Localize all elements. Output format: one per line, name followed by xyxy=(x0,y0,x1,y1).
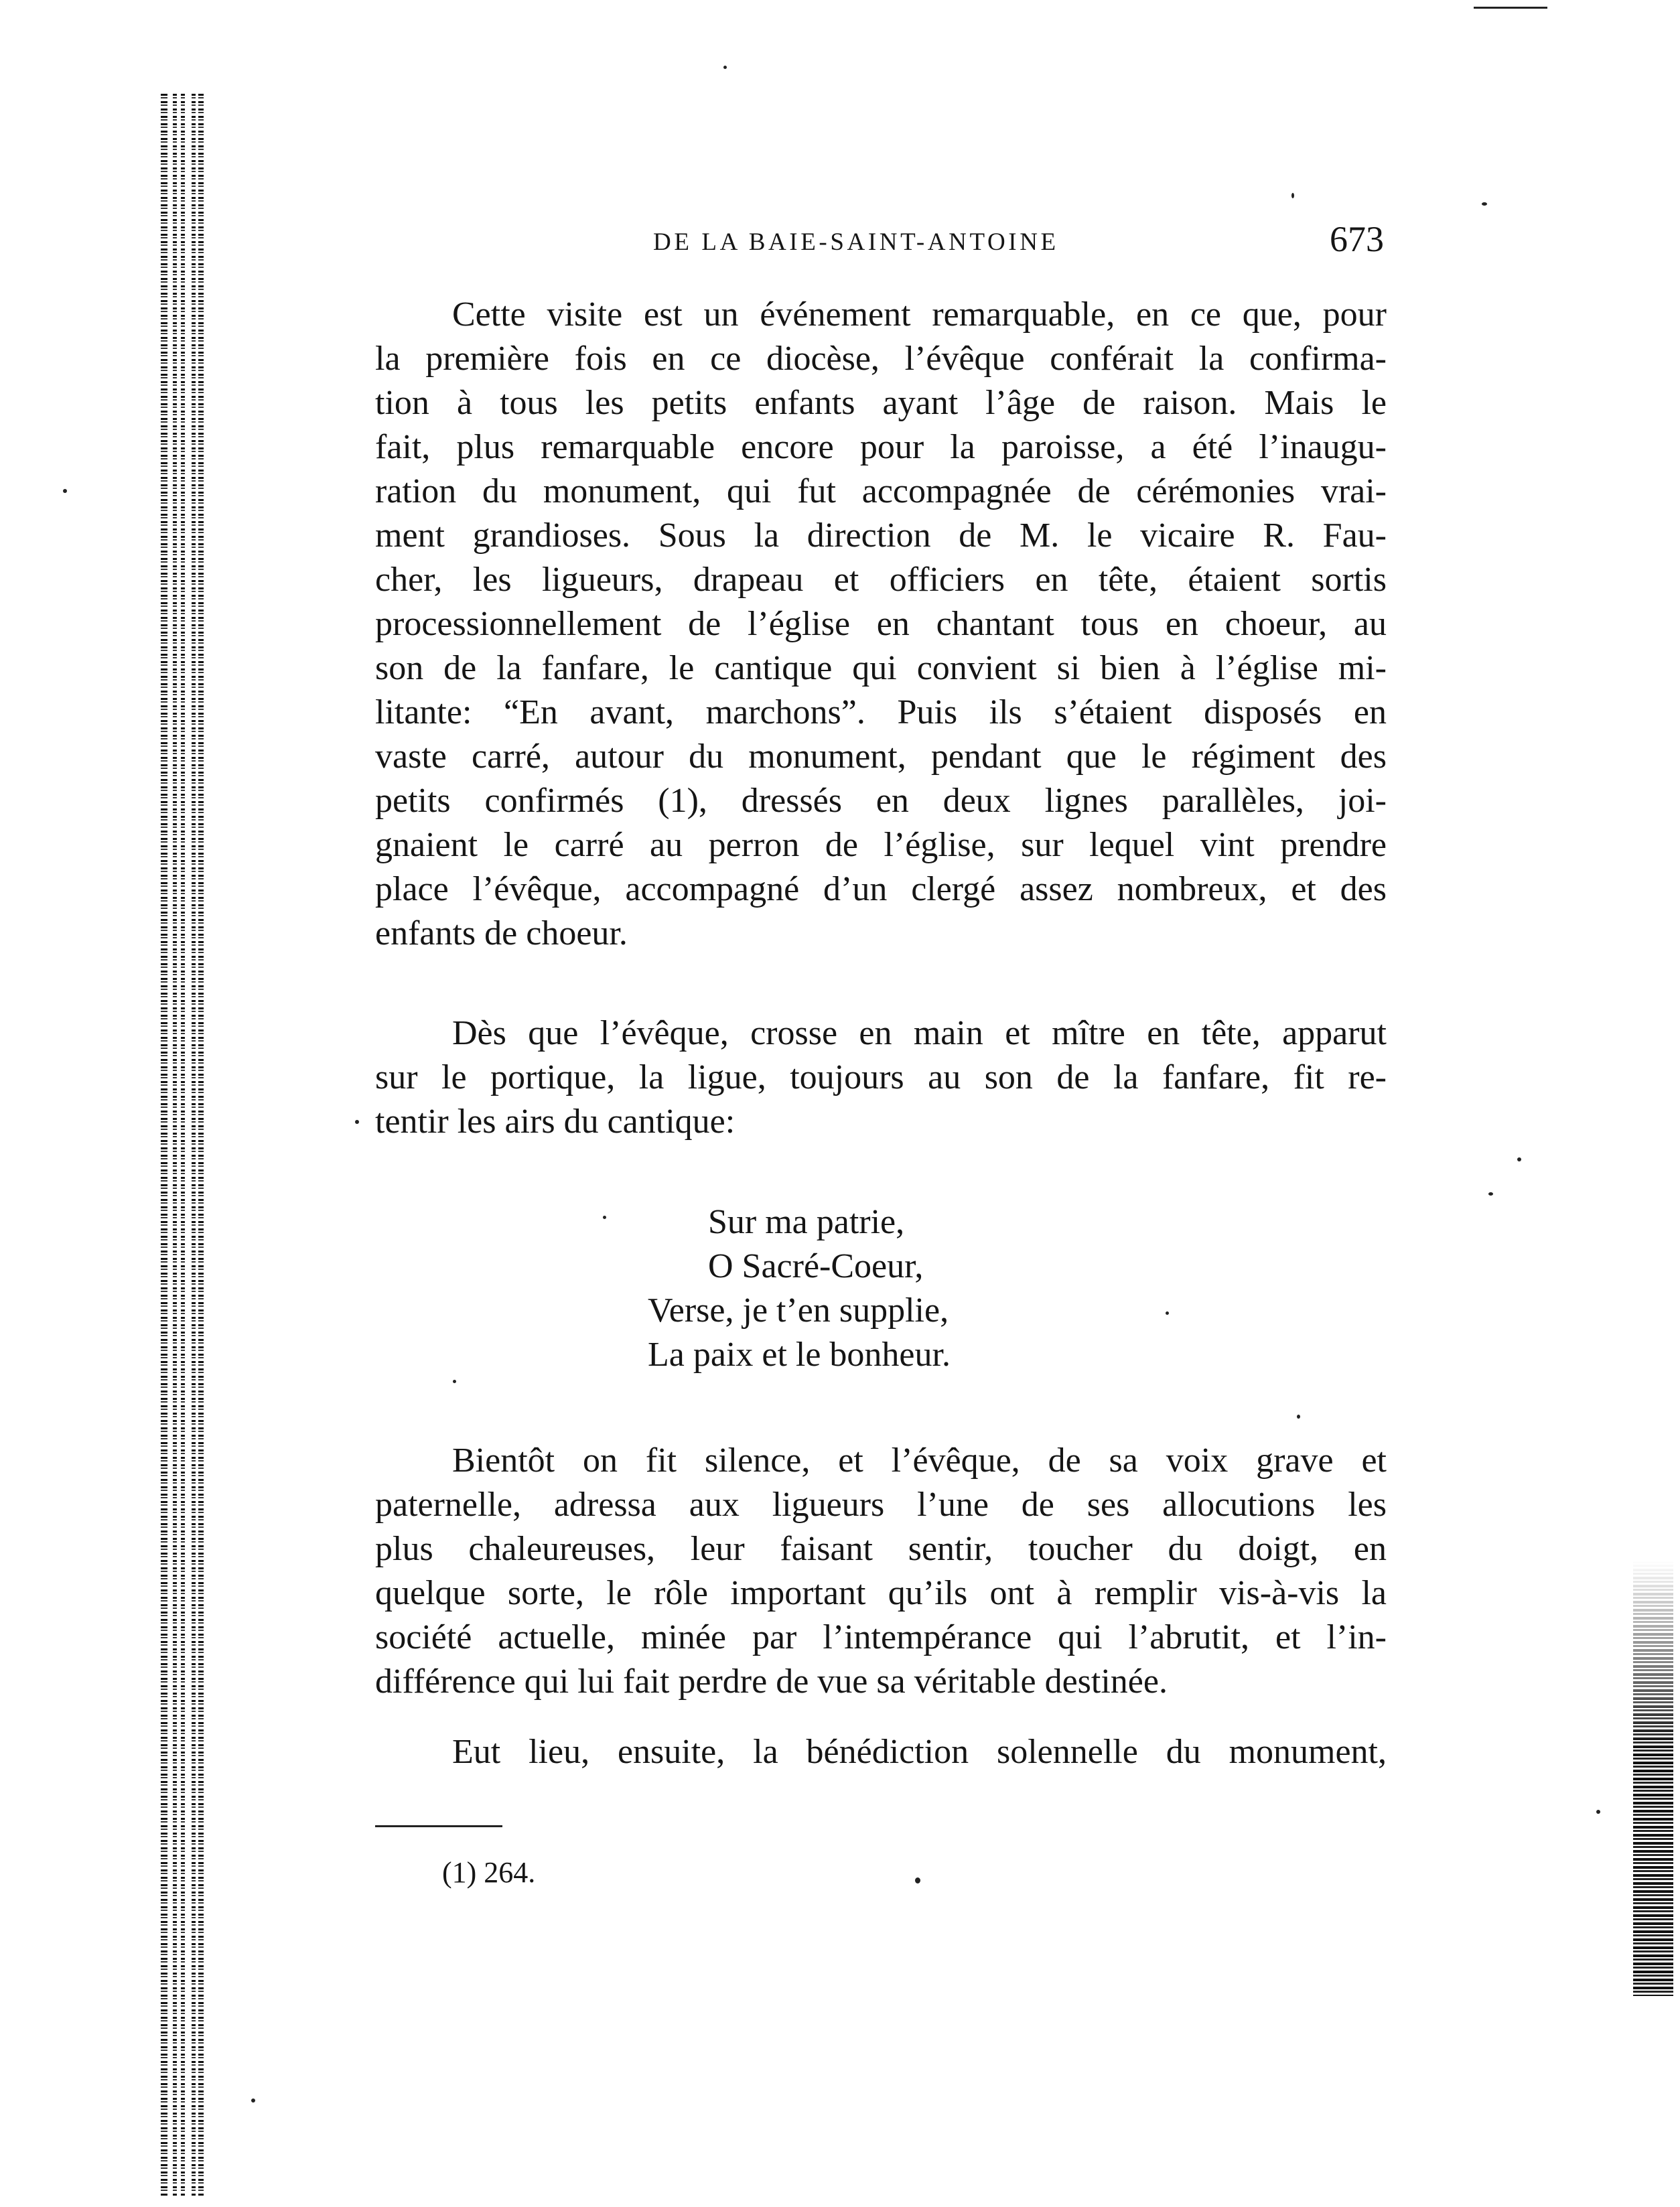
text-line: processionnellement de l’église en chantant tous en choeur, au xyxy=(375,605,1387,643)
text-line: Bientôt on fit silence, et l’évêque, de sa voix grave et xyxy=(452,1441,1387,1480)
verse-line: Verse, je t’en supplie, xyxy=(648,1291,949,1330)
text-line: ration du monument, qui fut accompagnée de cérémonies vrai- xyxy=(375,472,1387,510)
scan-speck xyxy=(603,1216,606,1219)
hymn-verse xyxy=(643,1200,951,1377)
text-line: fait, plus remarquable encore pour la paroisse, a été l’inaugu- xyxy=(375,428,1387,466)
text-line: quelque sorte, le rôle important qu’ils ont à remplir vis-à-vis la xyxy=(375,1574,1387,1612)
text-line: son de la fanfare, le cantique qui convient si bien à l’église mi- xyxy=(375,649,1387,687)
text-line: gnaient le carré au perron de l’église, sur lequel vint prendre xyxy=(375,826,1387,864)
scan-speck xyxy=(453,1380,456,1383)
scan-speck xyxy=(723,66,727,69)
paragraph-monument-blessing xyxy=(375,1730,1387,1774)
scan-speck xyxy=(1166,1311,1169,1315)
footnote: (1) 264. xyxy=(442,1856,536,1889)
binding-shadow-right xyxy=(1633,1561,1673,1996)
scan-speck xyxy=(251,2098,255,2103)
scan-speck xyxy=(1488,1192,1493,1196)
scan-speck xyxy=(1482,202,1487,206)
text-line: tion à tous les petits enfants ayant l’âge de raison. Mais le xyxy=(375,384,1387,422)
text-line: différence qui lui fait perdre de vue sa véritable destinée. xyxy=(375,1662,1168,1701)
scan-speck xyxy=(1596,1810,1600,1814)
verse-line: La paix et le bonheur. xyxy=(648,1336,951,1374)
scan-speck xyxy=(915,1877,920,1883)
text-line: petits confirmés (1), dressés en deux lignes parallèles, joi- xyxy=(375,782,1387,820)
text-line: la première fois en ce diocèse, l’évêque conférait la confirma- xyxy=(375,340,1387,378)
paragraph-confirmation-ceremony xyxy=(375,293,1387,956)
text-line: paternelle, adressa aux ligueurs l’une de ses allocutions les xyxy=(375,1486,1387,1524)
text-line: cher, les ligueurs, drapeau et officiers en tête, étaient sortis xyxy=(375,561,1387,599)
scan-speck xyxy=(1291,193,1294,198)
text-line: litante: “En avant, marchons”. Puis ils s’étaient disposés en xyxy=(375,693,1387,731)
paragraph-bishop-allocution xyxy=(375,1439,1387,1704)
scan-speck xyxy=(1297,1415,1300,1419)
paragraph-bishop-appears xyxy=(375,1011,1387,1144)
text-line: vaste carré, autour du monument, pendant que le régiment des xyxy=(375,737,1387,776)
running-title: DE LA BAIE-SAINT-ANTOINE xyxy=(653,228,1059,256)
text-line: tentir les airs du cantique: xyxy=(375,1102,736,1141)
text-line: société actuelle, minée par l’intempérance qui l’abrutit, et l’in- xyxy=(375,1618,1387,1656)
text-line: place l’évêque, accompagné d’un clergé assez nombreux, et des xyxy=(375,870,1387,908)
text-line: plus chaleureuses, leur faisant sentir, toucher du doigt, en xyxy=(375,1530,1387,1568)
binding-shadow-left xyxy=(161,94,204,2197)
scan-speck xyxy=(1474,7,1547,9)
verse-line: Sur ma patrie, xyxy=(708,1203,905,1241)
scan-speck xyxy=(355,1120,359,1124)
verse-line: O Sacré-Coeur, xyxy=(708,1247,924,1285)
text-line: Dès que l’évêque, crosse en main et mître en tête, apparut xyxy=(452,1014,1387,1052)
scan-speck xyxy=(1517,1157,1521,1161)
text-line: sur le portique, la ligue, toujours au son de la fanfare, fit re- xyxy=(375,1058,1387,1096)
text-line: Cette visite est un événement remarquable, en ce que, pour xyxy=(452,295,1387,334)
footnote-rule xyxy=(375,1825,502,1827)
text-line: enfants de choeur. xyxy=(375,914,628,952)
text-line: Eut lieu, ensuite, la bénédiction solennelle du monument, xyxy=(452,1733,1387,1771)
scan-speck xyxy=(63,489,67,493)
page-number: 673 xyxy=(1330,219,1384,259)
text-line: ment grandioses. Sous la direction de M. le vicaire R. Fau- xyxy=(375,516,1387,555)
